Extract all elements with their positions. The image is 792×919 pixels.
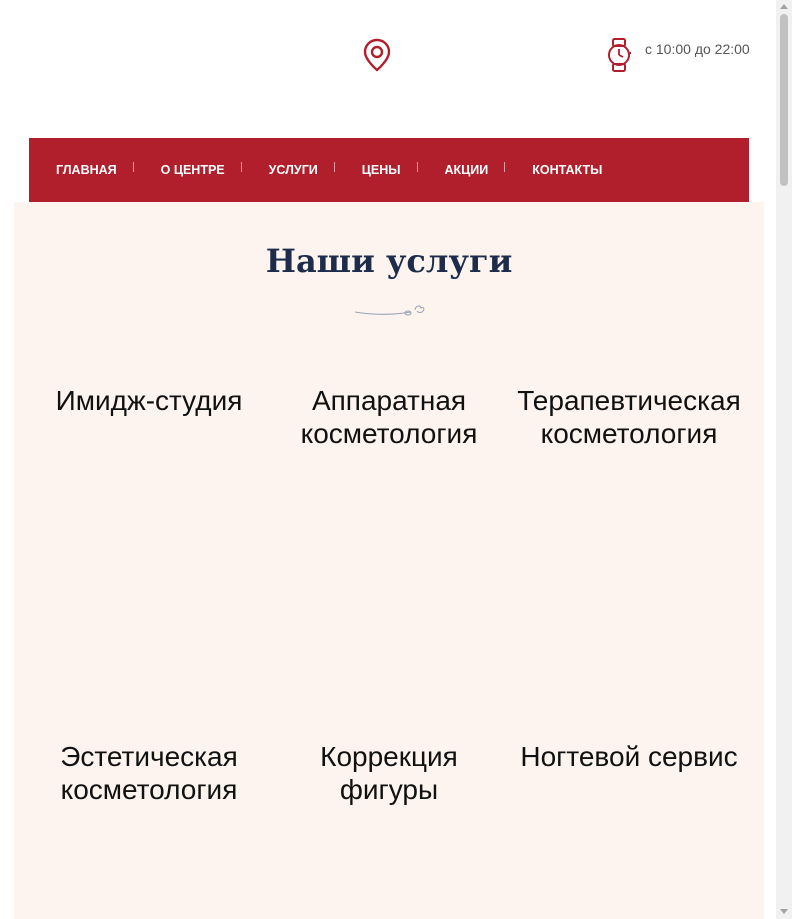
vertical-scrollbar[interactable] (776, 0, 792, 919)
nav-divider (133, 162, 134, 172)
service-card-hardware-cosmetology[interactable]: Аппаратная косметология (300, 385, 478, 449)
section-title: Наши услуги (265, 242, 513, 280)
nav-item-prices[interactable]: ЦЕНЫ (361, 163, 401, 177)
nav-divider (504, 162, 505, 172)
nav-divider (334, 162, 335, 172)
service-card-therapeutic-cosmetology[interactable]: Терапевтическая косметология (517, 385, 741, 449)
map-pin-icon[interactable] (363, 38, 391, 72)
site-header (0, 0, 776, 138)
service-card-body-correction[interactable]: Коррекция фигуры (320, 741, 458, 805)
nav-item-about[interactable]: О ЦЕНТРЕ (160, 163, 225, 177)
nav-divider (241, 162, 242, 172)
service-card-image-studio[interactable]: Имидж-студия (55, 385, 243, 416)
nav-item-promotions[interactable]: АКЦИИ (444, 163, 489, 177)
main-navigation (29, 138, 749, 202)
nav-divider (417, 162, 418, 172)
flower-divider-icon (353, 302, 427, 320)
wristwatch-icon (607, 38, 631, 72)
nav-item-services[interactable]: УСЛУГИ (268, 163, 318, 177)
service-card-nail-service[interactable]: Ногтевой сервис (520, 741, 738, 772)
working-hours: с 10:00 до 22:00 (645, 41, 750, 57)
scrollbar-thumb[interactable] (780, 14, 788, 186)
service-card-aesthetic-cosmetology[interactable]: Эстетическая косметология (60, 741, 238, 805)
nav-item-contacts[interactable]: КОНТАКТЫ (532, 163, 603, 177)
scroll-down-arrow-icon[interactable] (780, 909, 788, 914)
nav-item-home[interactable]: ГЛАВНАЯ (56, 163, 117, 177)
services-section (14, 202, 764, 919)
scroll-up-arrow-icon[interactable] (780, 4, 788, 9)
